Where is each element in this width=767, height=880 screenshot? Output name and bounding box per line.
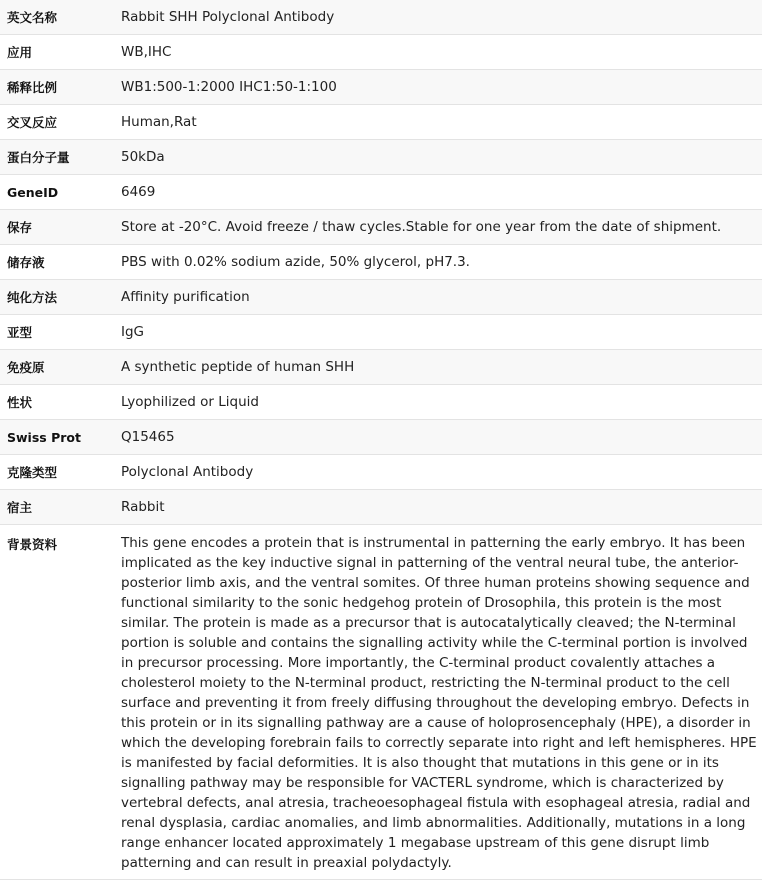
spec-value: A synthetic peptide of human SHH xyxy=(114,350,762,385)
spec-row-clonality xyxy=(0,455,762,490)
spec-value: Human,Rat xyxy=(114,105,762,140)
spec-label: 宿主 xyxy=(0,490,114,525)
spec-row-cross-reactivity xyxy=(0,105,762,140)
spec-row-purification xyxy=(0,280,762,315)
spec-label: 免疫原 xyxy=(0,350,114,385)
background-text: This gene encodes a protein that is instrumental in patterning the early embryo. It has been implicated as the key inductive signal in patterning of the ventral neural tube, the anterior-posterior limb axis, and the ventral somites. Of three human proteins showing sequence and functional similarity to the sonic hedgehog protein of Drosophila, this protein is the most similar. The protein is made as a precursor that is autocatalytically cleaved; the N-terminal portion is soluble and contains the signalling activity while the C-terminal portion is involved in precursor processing. More importantly, the C-terminal product covalently attaches a cholesterol moiety to the N-terminal product, restricting the N-terminal product to the cell surface and preventing it from freely diffusing throughout the developing embryo. Defects in this protein or in its signalling pathway are a cause of holoprosencephaly (HPE), a disorder in which the developing forebrain fails to correctly separate into right and left hemispheres. HPE is manifested by facial deformities. It is also thought that mutations in this gene or in its signalling pathway may be responsible for VACTERL syndrome, which is characterized by vertebral defects, anal atresia, tracheoesophageal fistula with esophageal atresia, radial and renal dysplasia, cardiac anomalies, and limb abnormalities. Additionally, mutations in a long range enhancer located approximately 1 megabase upstream of this gene disrupt limb patterning and can result in preaxial polydactyly. xyxy=(114,525,762,880)
spec-label: 应用 xyxy=(0,35,114,70)
spec-row-english-name xyxy=(0,0,762,35)
spec-value: Store at -20°C. Avoid freeze / thaw cycles.Stable for one year from the date of shipment. xyxy=(114,210,762,245)
spec-row-background xyxy=(0,525,762,880)
spec-value: 6469 xyxy=(114,175,762,210)
spec-value: Rabbit xyxy=(114,490,762,525)
spec-value: Affinity purification xyxy=(114,280,762,315)
spec-value: Lyophilized or Liquid xyxy=(114,385,762,420)
spec-label: 蛋白分子量 xyxy=(0,140,114,175)
spec-row-molecular-weight xyxy=(0,140,762,175)
spec-value: WB1:500-1:2000 IHC1:50-1:100 xyxy=(114,70,762,105)
spec-label: 纯化方法 xyxy=(0,280,114,315)
spec-label: 稀释比例 xyxy=(0,70,114,105)
spec-row-swiss-prot xyxy=(0,420,762,455)
spec-row-host xyxy=(0,490,762,525)
spec-label: 背景资料 xyxy=(0,525,114,880)
spec-label: 交叉反应 xyxy=(0,105,114,140)
spec-row-storage xyxy=(0,210,762,245)
spec-label: GeneID xyxy=(0,175,114,210)
spec-row-gene-id xyxy=(0,175,762,210)
spec-value: Rabbit SHH Polyclonal Antibody xyxy=(114,0,762,35)
spec-value: Q15465 xyxy=(114,420,762,455)
spec-row-application xyxy=(0,35,762,70)
spec-value: Polyclonal Antibody xyxy=(114,455,762,490)
spec-row-storage-buffer xyxy=(0,245,762,280)
spec-label: 克隆类型 xyxy=(0,455,114,490)
spec-label: Swiss Prot xyxy=(0,420,114,455)
spec-label: 保存 xyxy=(0,210,114,245)
spec-row-dilution xyxy=(0,70,762,105)
spec-label: 储存液 xyxy=(0,245,114,280)
spec-value: IgG xyxy=(114,315,762,350)
spec-label: 亚型 xyxy=(0,315,114,350)
spec-value: 50kDa xyxy=(114,140,762,175)
spec-row-form xyxy=(0,385,762,420)
spec-label: 性状 xyxy=(0,385,114,420)
spec-value: PBS with 0.02% sodium azide, 50% glycerol, pH7.3. xyxy=(114,245,762,280)
spec-label: 英文名称 xyxy=(0,0,114,35)
spec-value: WB,IHC xyxy=(114,35,762,70)
spec-row-isotype xyxy=(0,315,762,350)
spec-row-immunogen xyxy=(0,350,762,385)
